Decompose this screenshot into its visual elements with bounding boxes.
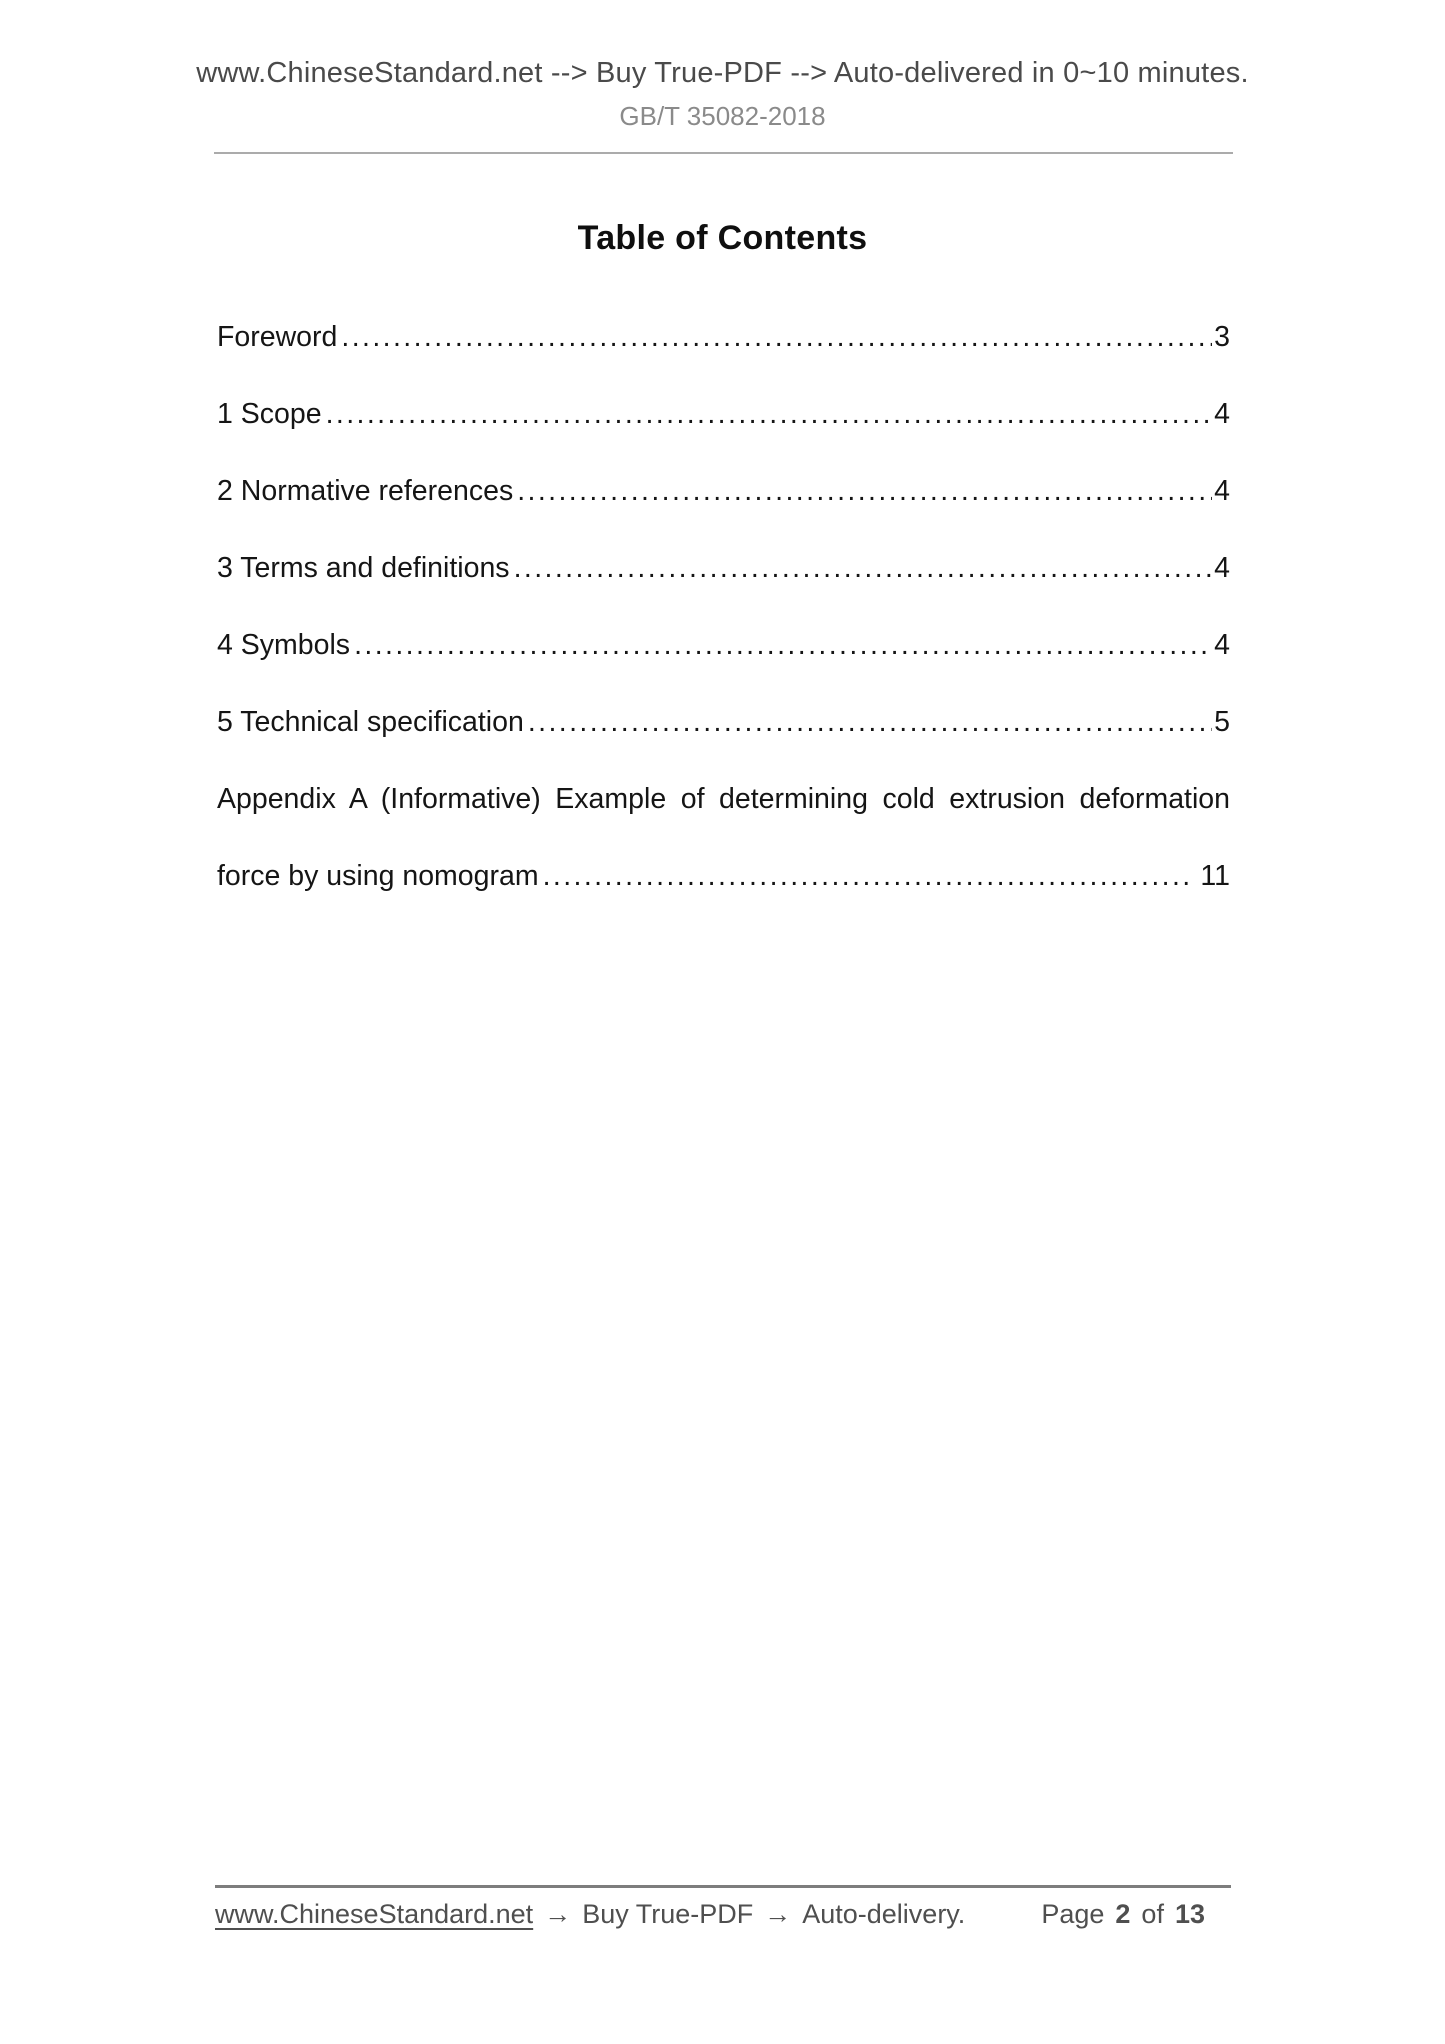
toc-entry-label: 4 Symbols (217, 629, 351, 661)
toc-entry-label: 3 Terms and definitions (217, 552, 510, 584)
dot-leader (517, 472, 1212, 510)
toc-entry-scope[interactable] (217, 395, 1230, 472)
toc-entry-terms-definitions[interactable] (217, 549, 1230, 626)
toc-entry-label: force by using nomogram (217, 860, 539, 892)
page-title: Table of Contents (577, 219, 868, 257)
toc-entry-label: 1 Scope (217, 398, 322, 430)
toc-entry-appendix-a[interactable] (217, 780, 1230, 934)
toc-entry-page-number: 4 (1214, 398, 1230, 430)
footer-divider (215, 1885, 1231, 1888)
toc-entry-page-number: 5 (1214, 706, 1230, 738)
table-of-contents (217, 318, 1230, 934)
toc-entry-page-number: 4 (1214, 552, 1230, 584)
of-word: of (1141, 1899, 1164, 1929)
document-code: GB/T 35082-2018 (619, 101, 826, 131)
page-indicator (1041, 1896, 1231, 1932)
toc-entry-symbols[interactable] (217, 626, 1230, 703)
arrow-right-icon: → (764, 1899, 792, 1929)
footer-delivery-text: Auto-delivery. (802, 1899, 966, 1929)
footer-banner (215, 1896, 965, 1932)
toc-appendix-line1: Appendix A (Informative) Example of determining cold extrusion deformation (217, 783, 1230, 815)
toc-entry-page-number: 4 (1214, 629, 1230, 661)
toc-entry-page-number: 3 (1214, 321, 1230, 353)
dot-leader (354, 626, 1212, 664)
arrow-right-icon: → (544, 1899, 572, 1929)
footer-buy-text: Buy True-PDF (582, 1899, 754, 1929)
dot-leader (528, 703, 1212, 741)
total-page-count: 13 (1174, 1899, 1205, 1929)
toc-entry-label: 2 Normative references (217, 475, 514, 507)
footer-site-link[interactable]: www.ChineseStandard.net (215, 1899, 534, 1929)
toc-entry-label: 5 Technical specification (217, 706, 524, 738)
page-word: Page (1041, 1899, 1105, 1929)
dot-leader (326, 395, 1213, 433)
toc-appendix-line2-row (217, 857, 1230, 934)
header-divider (214, 152, 1233, 154)
header-banner: www.ChineseStandard.net --> Buy True-PDF --> Auto-delivered in 0~10 minutes. (196, 57, 1249, 89)
toc-entry-normative-references[interactable] (217, 472, 1230, 549)
toc-entry-label: Foreword (217, 321, 338, 353)
toc-entry-page-number: 4 (1214, 475, 1230, 507)
page-footer (215, 1896, 1231, 1932)
dot-leader (514, 549, 1213, 587)
current-page-number: 2 (1115, 1899, 1131, 1929)
dot-leader (341, 318, 1212, 356)
toc-entry-technical-specification[interactable] (217, 703, 1230, 780)
dot-leader (543, 857, 1191, 895)
toc-entry-page-number: 11 (1200, 860, 1230, 892)
toc-entry-foreword[interactable] (217, 318, 1230, 395)
